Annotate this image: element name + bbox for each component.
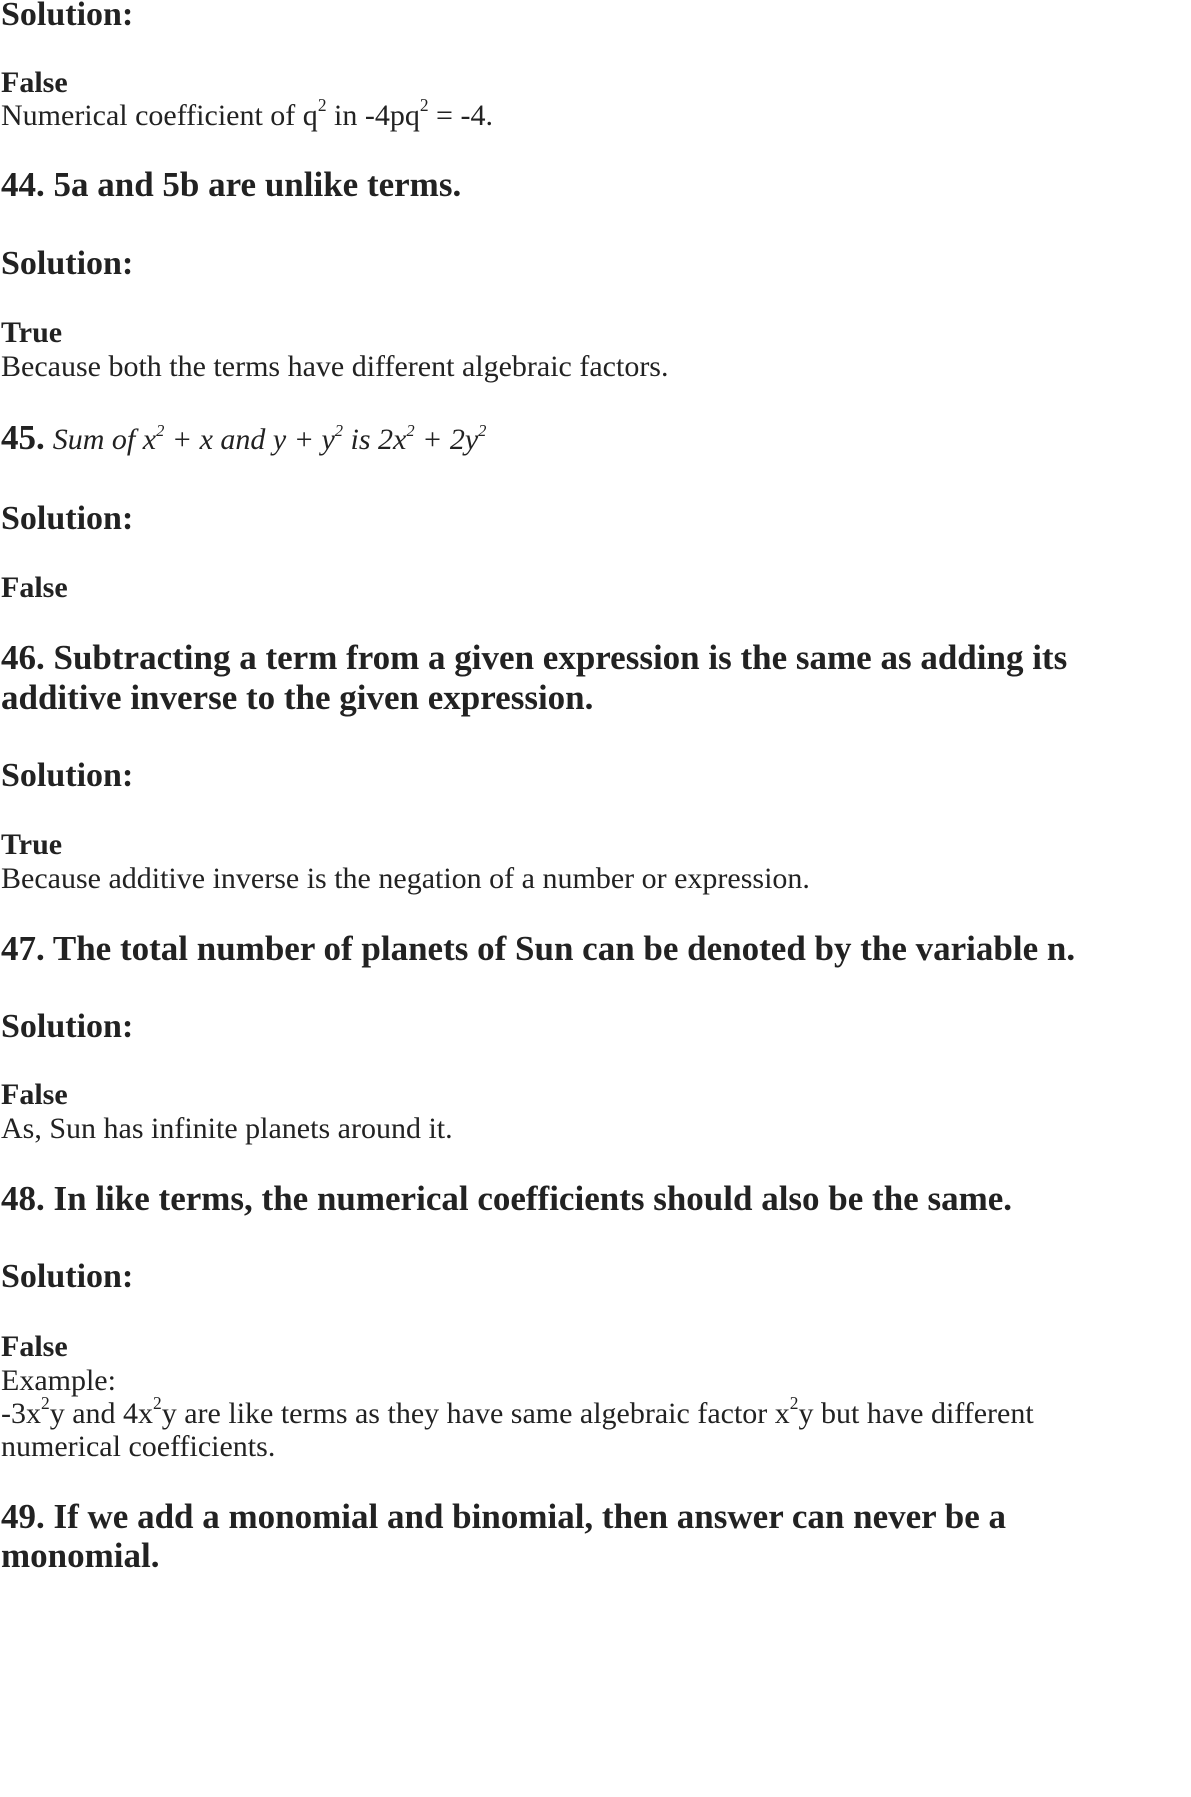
example-label: Example: <box>1 1364 116 1397</box>
math-text: + 2y <box>414 423 479 456</box>
answer-verdict: True <box>1 828 63 861</box>
question-44: 44. 5a and 5b are unlike terms. <box>1 165 462 204</box>
exponent: 2 <box>153 1393 162 1414</box>
explanation-text: = -4. <box>428 99 493 132</box>
answer-verdict: True <box>1 316 63 349</box>
question-math <box>52 420 487 456</box>
answer-explanation: Because both the terms have different algebraic factors. <box>1 350 669 383</box>
question-46-line-2: additive inverse to the given expression. <box>1 678 594 717</box>
answer-explanation: Because additive inverse is the negation of a number or expression. <box>1 862 810 895</box>
question-49-line-2: monomial. <box>1 1536 160 1575</box>
math-text: + x and y + y <box>164 423 335 456</box>
answer-verdict: False <box>1 66 68 99</box>
example-text <box>1 1393 1034 1431</box>
exponent: 2 <box>41 1393 50 1414</box>
exponent: 2 <box>419 95 429 116</box>
question-46-line-1: 46. Subtracting a term from a given expression is the same as adding its <box>1 638 1068 677</box>
answer-explanation <box>1 95 493 133</box>
exponent: 2 <box>478 420 487 440</box>
solution-heading: Solution: <box>1 500 134 537</box>
example-text-line-2: numerical coefficients. <box>1 1430 276 1463</box>
answer-verdict: False <box>1 1330 68 1363</box>
exponent: 2 <box>406 420 415 440</box>
explanation-text: Numerical coefficient of q <box>1 99 318 132</box>
math-text: Sum of x <box>52 423 157 456</box>
question-48: 48. In like terms, the numerical coefficients should also be the same. <box>1 1179 1013 1218</box>
question-49-line-1: 49. If we add a monomial and binomial, then answer can never be a <box>1 1497 1007 1536</box>
example-fragment: y and 4x <box>49 1397 154 1430</box>
example-fragment: y are like terms as they have same algebraic factor x <box>161 1397 790 1430</box>
question-47: 47. The total number of planets of Sun can be denoted by the variable n. <box>1 929 1076 968</box>
answer-verdict: False <box>1 571 68 604</box>
exponent: 2 <box>317 95 327 116</box>
math-text: is 2x <box>343 423 407 456</box>
answer-verdict: False <box>1 1078 68 1111</box>
solution-heading: Solution: <box>1 0 134 33</box>
answer-explanation: As, Sun has infinite planets around it. <box>1 1112 453 1145</box>
solution-heading: Solution: <box>1 757 134 794</box>
explanation-text: in -4pq <box>326 99 420 132</box>
question-number: 45. <box>1 418 45 457</box>
exponent: 2 <box>156 420 165 440</box>
example-fragment: -3x <box>1 1397 41 1430</box>
question-45 <box>1 418 486 458</box>
solution-heading: Solution: <box>1 1258 134 1295</box>
solution-heading: Solution: <box>1 1008 134 1045</box>
solution-heading: Solution: <box>1 245 134 282</box>
exponent: 2 <box>334 420 344 440</box>
exponent: 2 <box>789 1393 799 1414</box>
example-fragment: y but have different <box>798 1397 1034 1430</box>
